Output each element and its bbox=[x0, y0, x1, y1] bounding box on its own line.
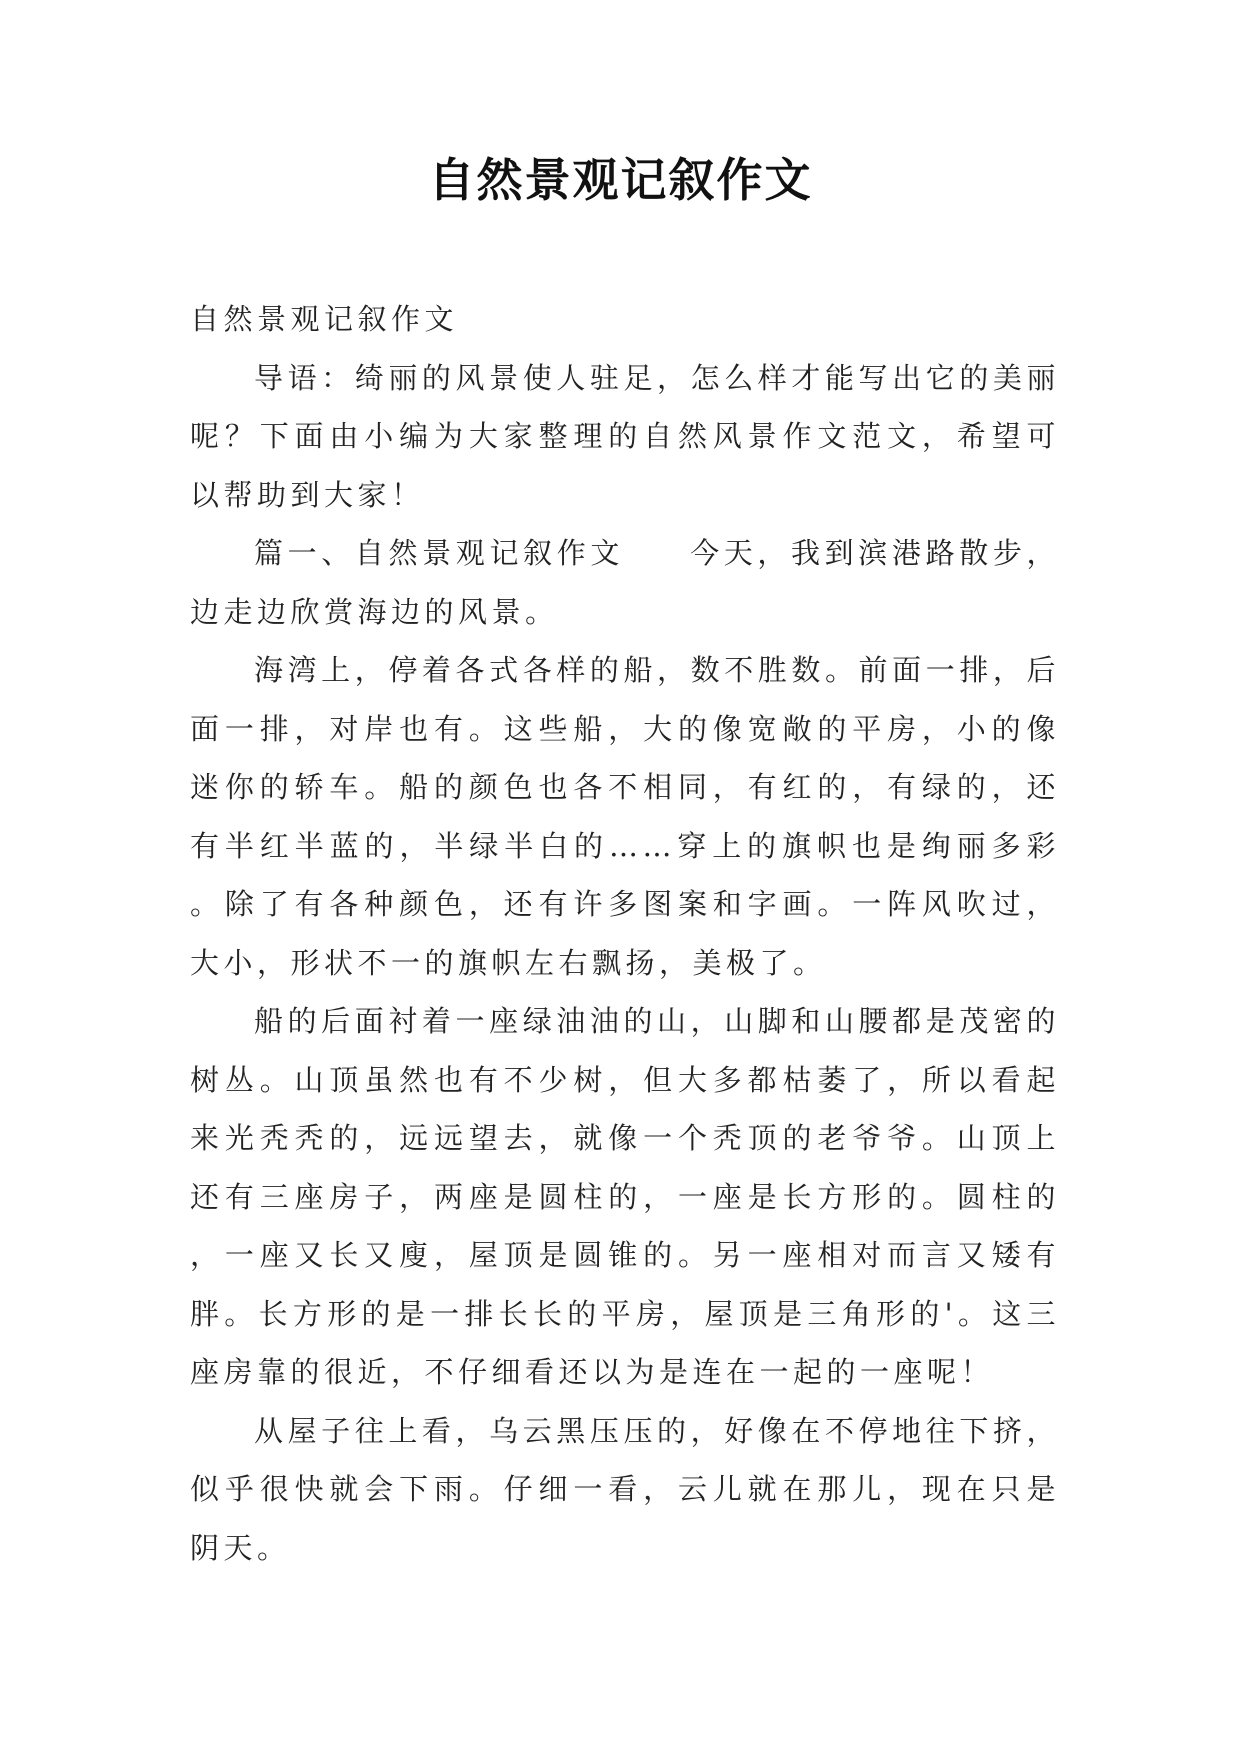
section-paragraph bbox=[190, 524, 1060, 641]
body-paragraph: 从屋子往上看，乌云黑压压的，好像在不停地往下挤，似乎很快就会下雨。仔细一看，云儿就在那儿，现在只是阴天。 bbox=[190, 1413, 1060, 1565]
document-subtitle: 自然景观记叙作文 bbox=[190, 302, 459, 336]
body-paragraph: 海湾上，停着各式各样的船，数不胜数。前面一排，后面一排，对岸也有。这些船，大的像宽敞的平房，小的像迷你的轿车。船的颜色也各不相同，有红的，有绿的，还有半红半蓝的，半绿半白的……穿上的旗帜也是绚丽多彩。除了有各种颜色，还有许多图案和字画。一阵风吹过，大小，形状不一的旗帜左右飘扬，美极了。 bbox=[190, 653, 1060, 980]
section-heading: 篇一、自然景观记叙作文 bbox=[254, 536, 624, 570]
section-opening: 今天，我到滨港路散步，边走边欣赏海边的风景。 bbox=[190, 536, 1060, 629]
body-paragraph: 船的后面衬着一座绿油油的山，山脚和山腰都是茂密的树丛。山顶虽然也有不少树，但大多都枯萎了，所以看起来光秃秃的，远远望去，就像一个秃顶的老爷爷。山顶上还有三座房子，两座是圆柱的，一座是长方形的。圆柱的，一座又长又廋，屋顶是圆锥的。另一座相对而言又矮有胖。长方形的是一排长长的平房，屋顶是三角形的'。这三座房靠的很近，不仔细看还以为是连在一起的一座呢！ bbox=[190, 1004, 1060, 1389]
intro-paragraph: 导语：绮丽的风景使人驻足，怎么样才能写出它的美丽呢？下面由小编为大家整理的自然风景作文范文，希望可以帮助到大家！ bbox=[190, 360, 1060, 512]
document-title: 自然景观记叙作文 bbox=[428, 153, 813, 207]
document-body bbox=[190, 290, 1060, 1577]
